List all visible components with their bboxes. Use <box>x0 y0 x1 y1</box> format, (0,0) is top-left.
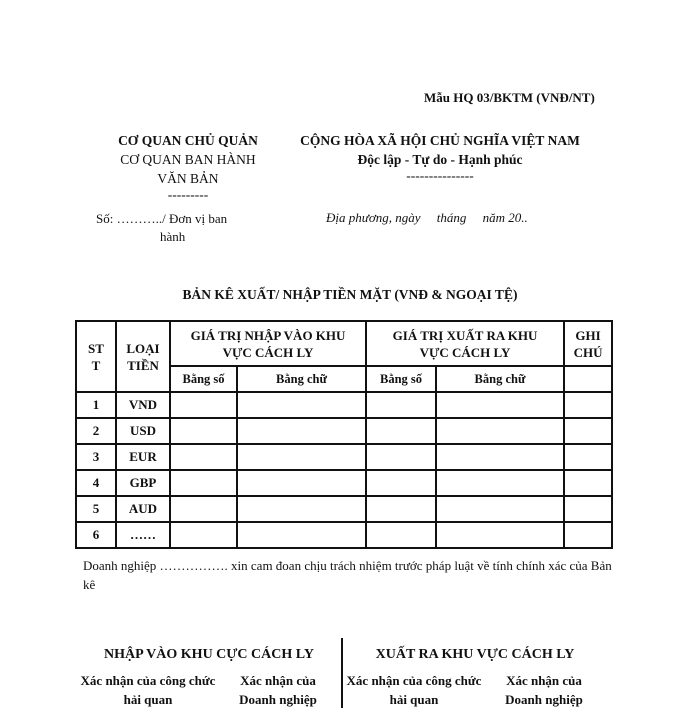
header-import-in-words: Bằng chữ <box>237 366 366 392</box>
document-number <box>96 210 266 246</box>
place-date: Địa phương, ngày tháng năm 20.. <box>326 210 528 225</box>
national-header <box>282 131 598 183</box>
import-figures-cell[interactable] <box>170 392 237 418</box>
export-figures-cell[interactable] <box>366 522 436 548</box>
import-enterprise-confirm: Xác nhận của Doanh nghiệp <box>239 673 317 707</box>
notes-cell[interactable] <box>564 444 612 470</box>
export-words-cell[interactable] <box>436 496 564 522</box>
import-figures-cell[interactable] <box>170 522 237 548</box>
row-stt: 3 <box>76 444 116 470</box>
header-notes: GHI CHÚ <box>564 321 612 366</box>
row-currency: GBP <box>116 470 170 496</box>
export-words-cell[interactable] <box>436 444 564 470</box>
import-words-cell[interactable] <box>237 470 366 496</box>
document-number-label: Số: ………../ Đơn vị ban <box>96 211 228 226</box>
header-stt: ST T <box>76 321 116 392</box>
import-words-cell[interactable] <box>237 444 366 470</box>
export-words-cell[interactable] <box>436 418 564 444</box>
export-words-cell[interactable] <box>436 522 564 548</box>
motto: Độc lập - Tự do - Hạnh phúc <box>357 152 523 167</box>
row-stt: 6 <box>76 522 116 548</box>
table-row <box>76 522 612 548</box>
import-customs-officer-confirm: Xác nhận của công chức hải quan <box>80 673 216 707</box>
notes-cell[interactable] <box>564 418 612 444</box>
table-row <box>76 418 612 444</box>
table-row <box>76 496 612 522</box>
export-figures-cell[interactable] <box>366 392 436 418</box>
table-row <box>76 444 612 470</box>
issuing-agency: CƠ QUAN BAN HÀNH <box>120 152 256 167</box>
header-export-in-words: Bằng chữ <box>436 366 564 392</box>
row-stt: 4 <box>76 470 116 496</box>
import-words-cell[interactable] <box>237 418 366 444</box>
issuing-agency-cont: VĂN BẢN <box>157 171 219 186</box>
governing-agency: CƠ QUAN CHỦ QUẢN <box>118 133 258 148</box>
export-signature-title: XUẤT RA KHU VỰC CÁCH LY <box>375 647 575 662</box>
header-export-in-figures: Bằng số <box>366 366 436 392</box>
row-stt: 2 <box>76 418 116 444</box>
country-name: CỘNG HÒA XÃ HỘI CHỦ NGHĨA VIỆT NAM <box>300 133 580 148</box>
notes-cell[interactable] <box>564 496 612 522</box>
import-figures-cell[interactable] <box>170 418 237 444</box>
row-currency: VND <box>116 392 170 418</box>
notes-cell[interactable] <box>564 470 612 496</box>
header-import-value: GIÁ TRỊ NHẬP VÀO KHU VỰC CÁCH LY <box>170 321 366 366</box>
row-stt: 5 <box>76 496 116 522</box>
notes-cell[interactable] <box>564 392 612 418</box>
row-currency: …… <box>116 522 170 548</box>
header-currency-type: LOẠI TIỀN <box>116 321 170 392</box>
export-customs-officer-confirm: Xác nhận của công chức hải quan <box>346 673 482 707</box>
export-figures-cell[interactable] <box>366 418 436 444</box>
cash-declaration-table <box>75 320 613 549</box>
export-figures-cell[interactable] <box>366 496 436 522</box>
document-number-label-cont: hành <box>160 229 186 244</box>
row-currency: EUR <box>116 444 170 470</box>
export-figures-cell[interactable] <box>366 470 436 496</box>
import-figures-cell[interactable] <box>170 444 237 470</box>
export-words-cell[interactable] <box>436 392 564 418</box>
table-title: BẢN KÊ XUẤT/ NHẬP TIỀN MẶT (VNĐ & NGOẠI TỆ) <box>182 287 518 302</box>
form-code: Mẫu HQ 03/BKTM (VNĐ/NT) <box>424 90 595 105</box>
row-stt: 1 <box>76 392 116 418</box>
header-export-value: GIÁ TRỊ XUẤT RA KHU VỰC CÁCH LY <box>366 321 564 366</box>
import-figures-cell[interactable] <box>170 496 237 522</box>
table-row <box>76 392 612 418</box>
issuing-agency-header <box>80 131 296 202</box>
row-currency: AUD <box>116 496 170 522</box>
left-divider: --------- <box>167 187 209 202</box>
notes-cell[interactable] <box>564 522 612 548</box>
header-notes-sub <box>564 366 612 392</box>
import-words-cell[interactable] <box>237 522 366 548</box>
import-words-cell[interactable] <box>237 392 366 418</box>
table-row <box>76 470 612 496</box>
export-figures-cell[interactable] <box>366 444 436 470</box>
export-words-cell[interactable] <box>436 470 564 496</box>
import-figures-cell[interactable] <box>170 470 237 496</box>
import-signature-title: NHẬP VÀO KHU CỰC CÁCH LY <box>104 647 314 662</box>
export-enterprise-confirm: Xác nhận của Doanh nghiệp <box>505 673 583 707</box>
import-words-cell[interactable] <box>237 496 366 522</box>
signature-divider <box>341 638 343 708</box>
header-import-in-figures: Bằng số <box>170 366 237 392</box>
right-divider: --------------- <box>406 168 474 183</box>
declaration-text: Doanh nghiệp ……………. xin cam đoan chịu trách nhiệm trước pháp luật về tính chính xác của Bản kê <box>83 558 612 592</box>
row-currency: USD <box>116 418 170 444</box>
